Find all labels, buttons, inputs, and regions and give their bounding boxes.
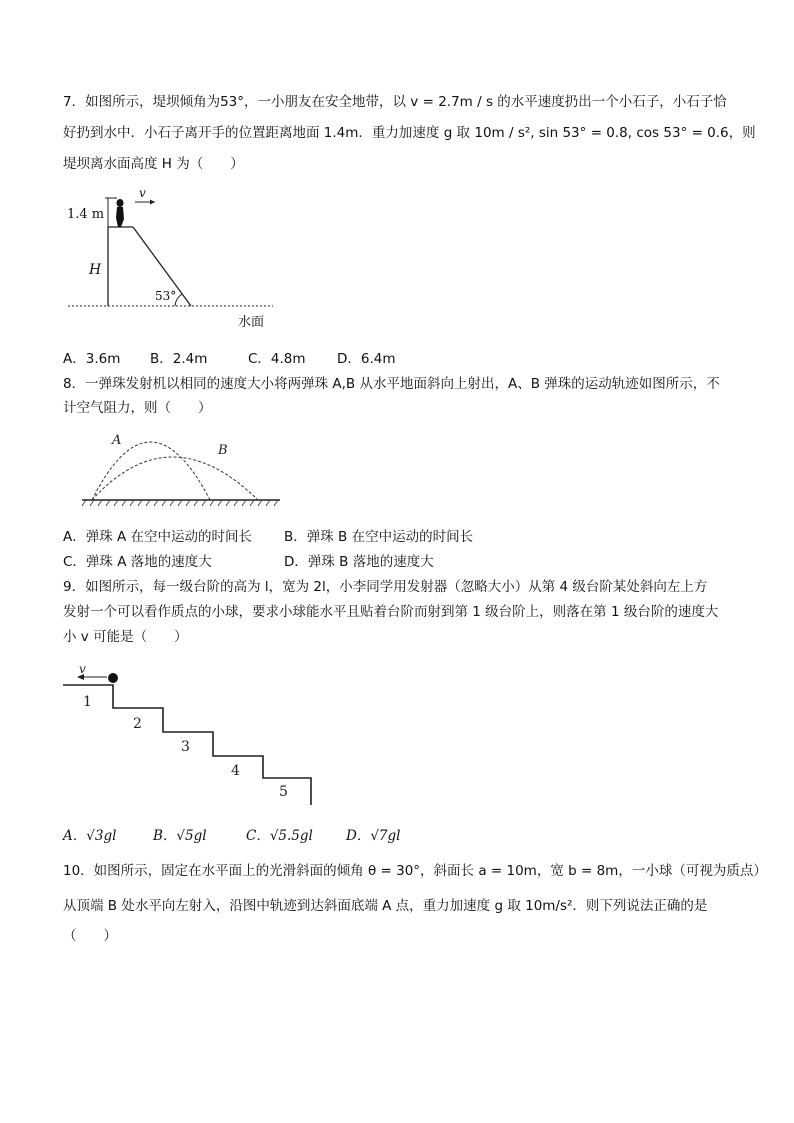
q7-option-b: B．2.4m — [150, 351, 208, 367]
step-5-label: 5 — [279, 784, 288, 800]
q10-line-1: 10．如图所示，固定在水平面上的光滑斜面的倾角 θ = 30°，斜面长 a = 10m，宽 b = 8m，一小球（可视为质点） — [63, 863, 767, 879]
step-2-label: 2 — [133, 716, 142, 732]
q10-line-2: 从顶端 B 处水平向左射入，沿图中轨迹到达斜面底端 A 点，重力加速度 g 取 10m/s²．则下列说法正确的是 — [63, 898, 708, 914]
H-label: H — [89, 262, 102, 278]
q7-line-1: 7．如图所示，堤坝倾角为53°，一小朋友在安全地带，以 v = 2.7m / s 的水平速度扔出一个小石子，小石子恰 — [63, 94, 727, 110]
q10-line-3: （ ） — [63, 928, 117, 944]
q8-option-d: D．弹珠 B 落地的速度大 — [284, 554, 434, 570]
q7-option-c: C．4.8m — [248, 351, 306, 367]
q9-option-a: A．√3gl — [63, 828, 117, 844]
q8-option-c: C．弹珠 A 落地的速度大 — [63, 554, 212, 570]
q9-line-2: 发射一个可以看作质点的小球，要求小球能水平且贴着台阶而射到第 1 级台阶上，则落在第 1 级台阶的速度大 — [63, 604, 719, 620]
q7-dam-figure — [63, 182, 278, 332]
q9-stairs-figure — [63, 660, 323, 808]
trajectory-b — [92, 457, 258, 500]
q7-option-d: D．6.4m — [337, 351, 396, 367]
step-1-label: 1 — [83, 694, 92, 710]
q7-line-3: 堤坝离水面高度 H 为（ ） — [63, 156, 244, 172]
q9-option-c: C．√5.5gl — [246, 828, 313, 844]
q9-option-d: D．√7gl — [346, 828, 401, 844]
q7-line-2: 好扔到水中．小石子离开手的位置距离地面 1.4m．重力加速度 g 取 10m / s², sin 53° = 0.8, cos 53° = 0.6，则 — [63, 125, 756, 141]
child-figure — [116, 199, 124, 227]
step-4-label: 4 — [231, 763, 240, 779]
q8-option-a: A．弹珠 A 在空中运动的时间长 — [63, 529, 253, 545]
step-3-label: 3 — [181, 739, 190, 755]
v-label: v — [79, 662, 86, 676]
ball — [108, 673, 118, 683]
q9-option-b: B．√5gl — [153, 828, 207, 844]
angle-label: 53° — [155, 289, 177, 303]
q7-option-a: A．3.6m — [63, 351, 121, 367]
q8-line-2: 计空气阻力，则（ ） — [63, 400, 212, 416]
v-label: v — [139, 186, 146, 200]
label-b: B — [218, 443, 228, 458]
q9-line-3: 小 v 可能是（ ） — [63, 629, 188, 645]
q8-line-1: 8．一弹珠发射机以相同的速度大小将两弹珠 A,B 从水平地面斜向上射出，A、B 弹珠的运动轨迹如图所示，不 — [63, 376, 720, 392]
water-label: 水面 — [238, 315, 265, 330]
trajectory-a — [92, 442, 210, 500]
q8-option-b: B．弹珠 B 在空中运动的时间长 — [284, 529, 474, 545]
label-a: A — [112, 433, 122, 448]
q9-line-1: 9．如图所示，每一级台阶的高为 l，宽为 2l，小李同学用发射器（忽略大小）从第 4 级台阶某处斜向左上方 — [63, 579, 708, 595]
height-label: 1.4 m — [67, 207, 105, 222]
q8-trajectory-figure — [80, 424, 285, 510]
